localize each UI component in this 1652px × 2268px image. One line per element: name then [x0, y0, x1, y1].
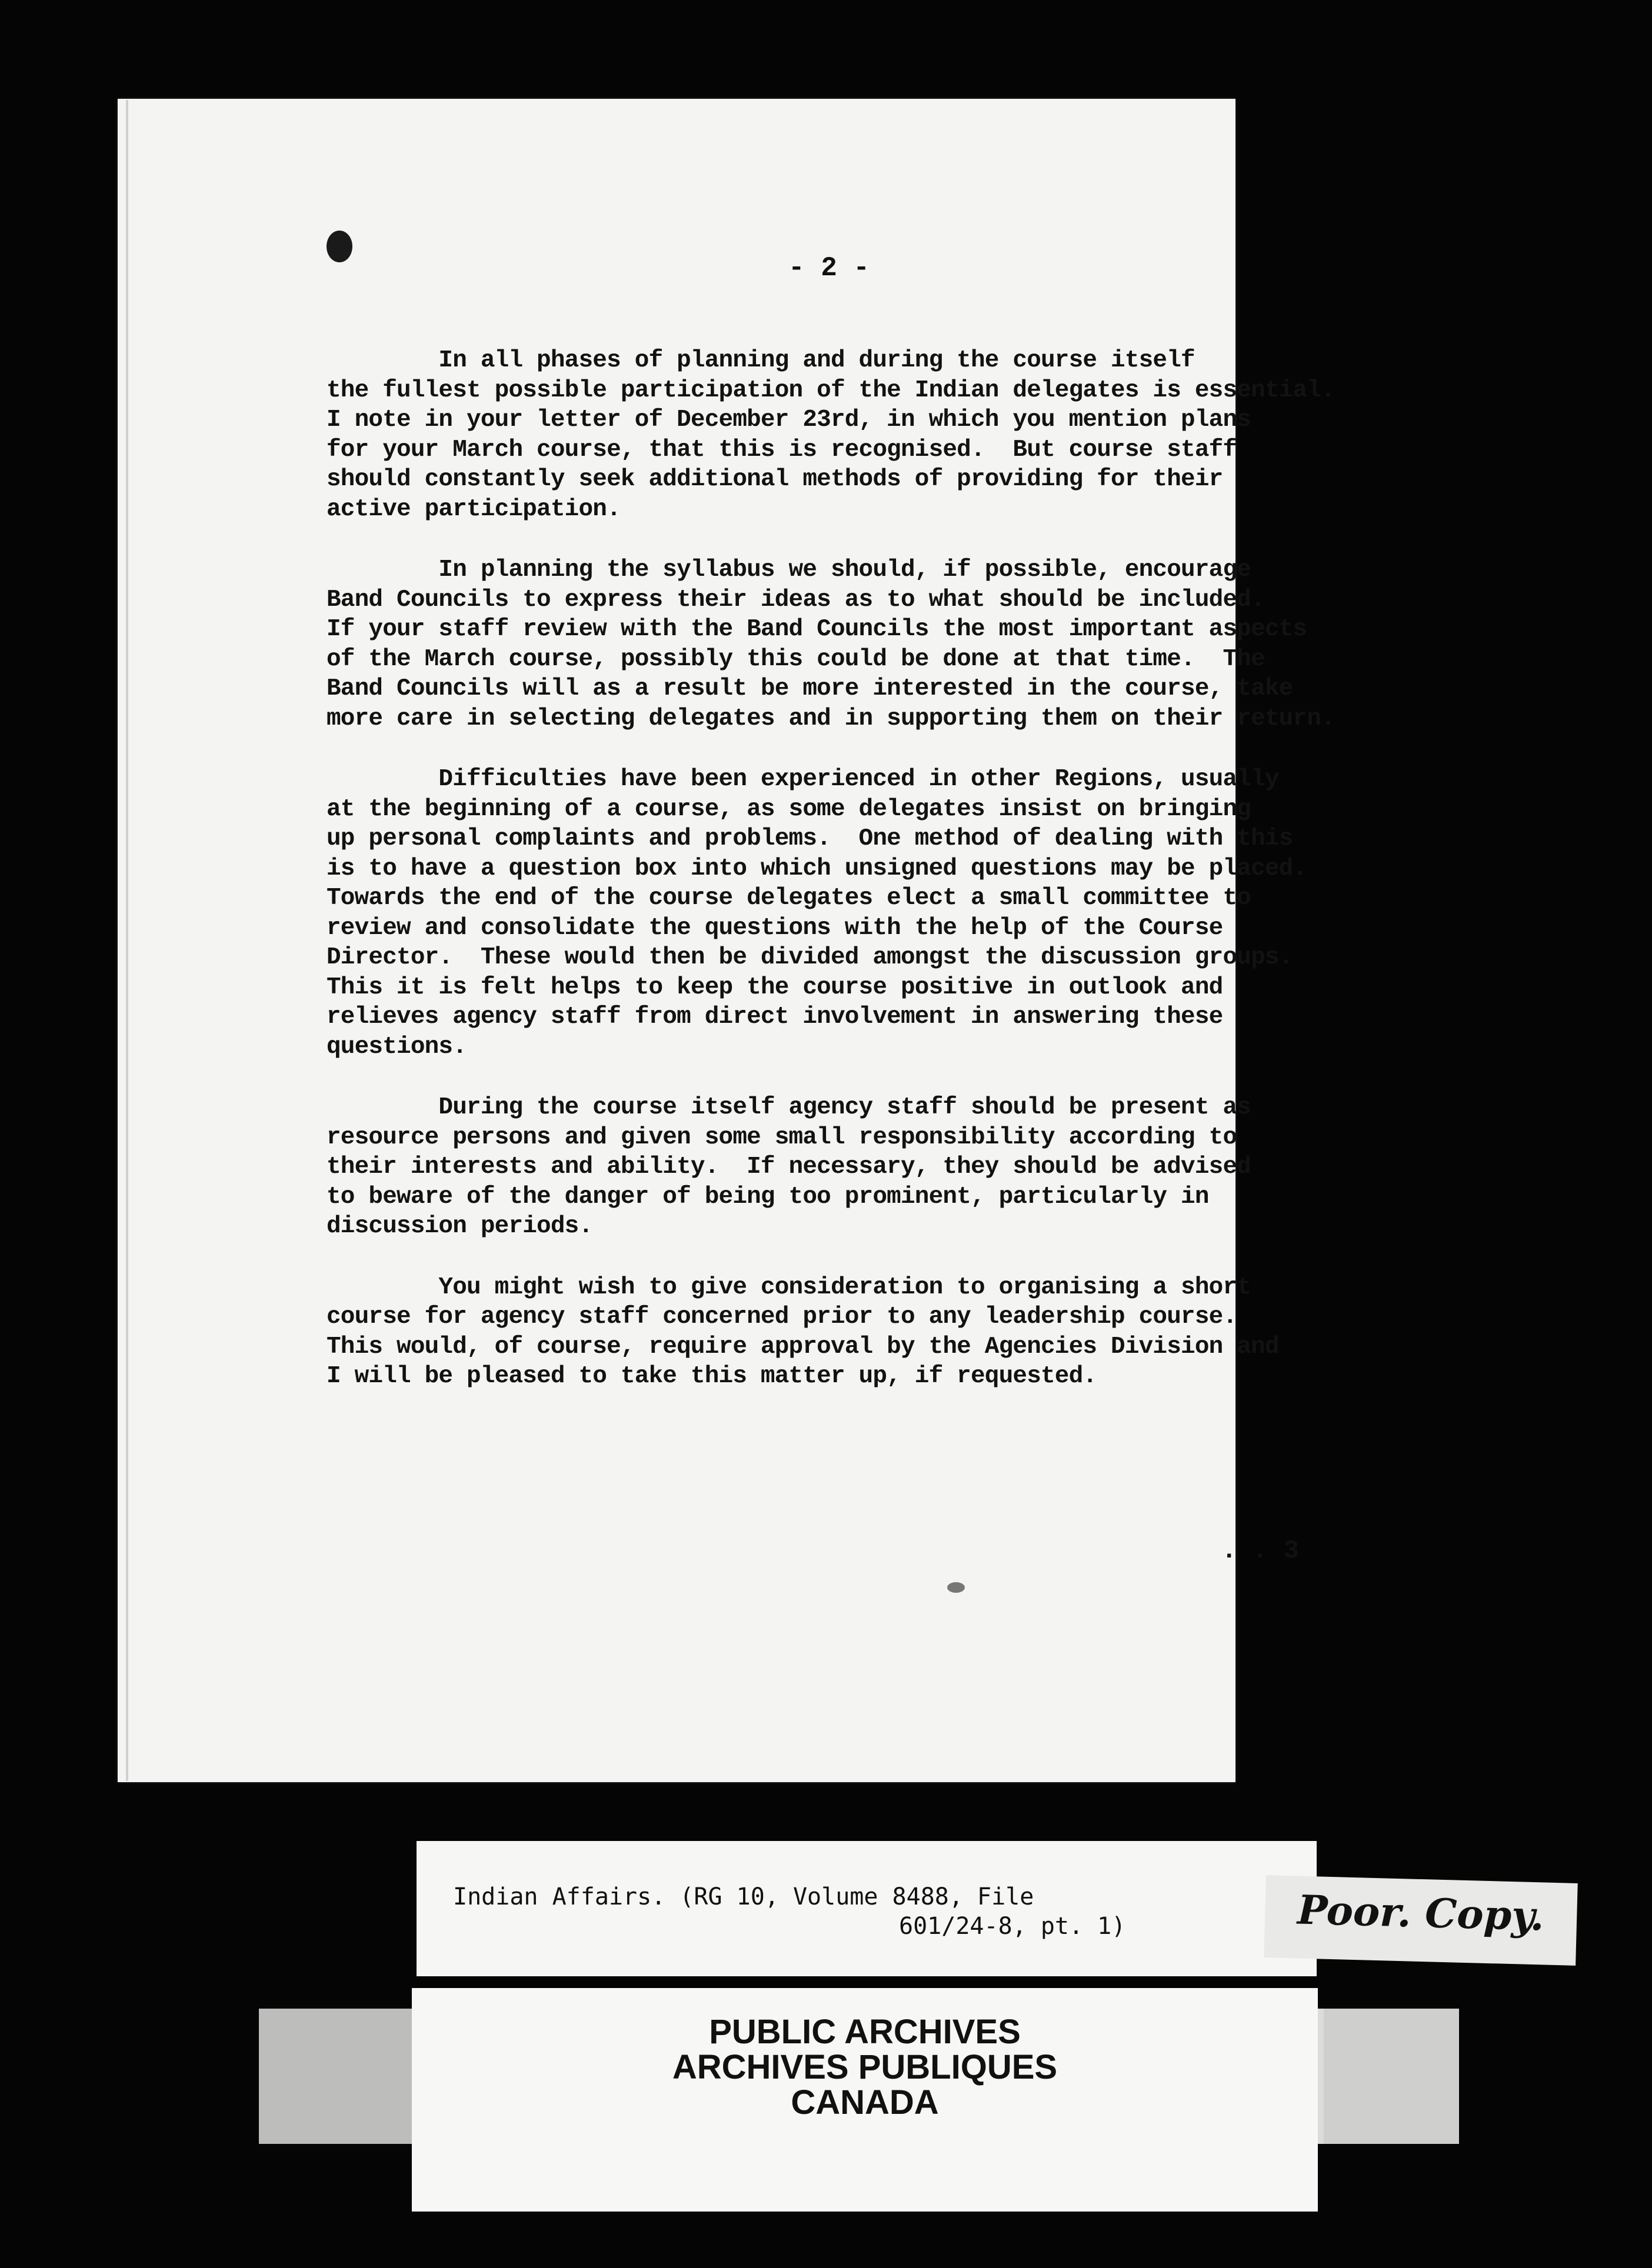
handwritten-note-card — [1264, 1875, 1577, 1966]
text-line: at the beginning of a course, as some delegates insist on bringing — [327, 795, 1251, 823]
text-line: Band Councils to express their ideas as to what should be included. — [327, 586, 1265, 613]
paragraph-3 — [327, 765, 1433, 1062]
text-line: Towards the end of the course delegates elect a small committee to — [327, 885, 1251, 912]
text-line: the fullest possible participation of the Indian delegates is essential. — [327, 376, 1335, 404]
text-line: I will be pleased to take this matter up, if requested. — [327, 1363, 1097, 1390]
text-line: This would, of course, require approval by the Agencies Division and — [327, 1333, 1279, 1360]
text-line: is to have a question box into which unsigned questions may be placed. — [327, 855, 1307, 882]
mount-tab-left — [259, 2009, 412, 2144]
handwritten-note: Poor. Copy. — [1297, 1886, 1545, 1940]
hole-punch-mark — [327, 231, 352, 262]
text-line: Director. These would then be divided amongst the discussion groups. — [327, 944, 1293, 971]
text-line: more care in selecting delegates and in supporting them on their return. — [327, 705, 1335, 732]
text-line: up personal complaints and problems. One method of dealing with this — [327, 825, 1293, 852]
text-line: You might wish to give consideration to organising a short — [327, 1273, 1251, 1301]
text-line: I note in your letter of December 23rd, in which you mention plans — [327, 406, 1251, 433]
text-line: This it is felt helps to keep the course positive in outlook and — [327, 973, 1223, 1001]
archive-reference-line-2: 601/24-8, pt. 1) — [899, 1913, 1126, 1940]
archives-stamp-line-2: ARCHIVES PUBLIQUES — [672, 2048, 1058, 2086]
paragraph-4 — [327, 1093, 1433, 1242]
text-line: relieves agency staff from direct involvement in answering these — [327, 1003, 1223, 1030]
text-line: to beware of the danger of being too prominent, particularly in — [327, 1183, 1209, 1210]
paragraph-1 — [327, 346, 1433, 524]
text-line: active participation. — [327, 495, 621, 523]
text-line: During the course itself agency staff should be present as — [327, 1094, 1251, 1121]
letter-body — [327, 346, 1433, 1423]
page-number: - 2 - — [788, 253, 870, 284]
text-line: Band Councils will as a result be more interested in the course, take — [327, 675, 1293, 702]
text-line: review and consolidate the questions with the help of the Course — [327, 914, 1223, 942]
text-line: Difficulties have been experienced in other Regions, usually — [327, 766, 1279, 793]
archives-stamp-line-1: PUBLIC ARCHIVES — [709, 2013, 1021, 2051]
text-line: resource persons and given some small responsibility according to — [327, 1123, 1237, 1151]
text-line: of the March course, possibly this could be done at that time. The — [327, 645, 1265, 673]
text-line: questions. — [327, 1033, 467, 1060]
archive-reference-label — [417, 1841, 1317, 1976]
paragraph-2 — [327, 555, 1433, 733]
ink-speck — [947, 1582, 965, 1593]
paragraph-5 — [327, 1273, 1433, 1392]
text-line: for your March course, that this is recognised. But course staff — [327, 436, 1237, 463]
archive-reference-line-1: Indian Affairs. (RG 10, Volume 8488, File — [453, 1883, 1034, 1910]
text-line: should constantly seek additional methods of providing for their — [327, 466, 1223, 493]
text-line: course for agency staff concerned prior to any leadership course. — [327, 1303, 1237, 1330]
text-line: discussion periods. — [327, 1213, 593, 1240]
mount-tab-right — [1324, 2009, 1459, 2144]
archives-stamp-line-3: CANADA — [791, 2083, 939, 2122]
text-line: In planning the syllabus we should, if possible, encourage — [327, 556, 1251, 583]
page-edge — [126, 100, 128, 1781]
text-line: their interests and ability. If necessary, they should be advised — [327, 1153, 1251, 1180]
archives-stamp-label — [412, 1988, 1318, 2212]
text-line: In all phases of planning and during the course itself — [327, 347, 1195, 374]
continuation-marker: . . 3 — [1221, 1536, 1300, 1566]
text-line: If your staff review with the Band Councils the most important aspects — [327, 616, 1307, 643]
